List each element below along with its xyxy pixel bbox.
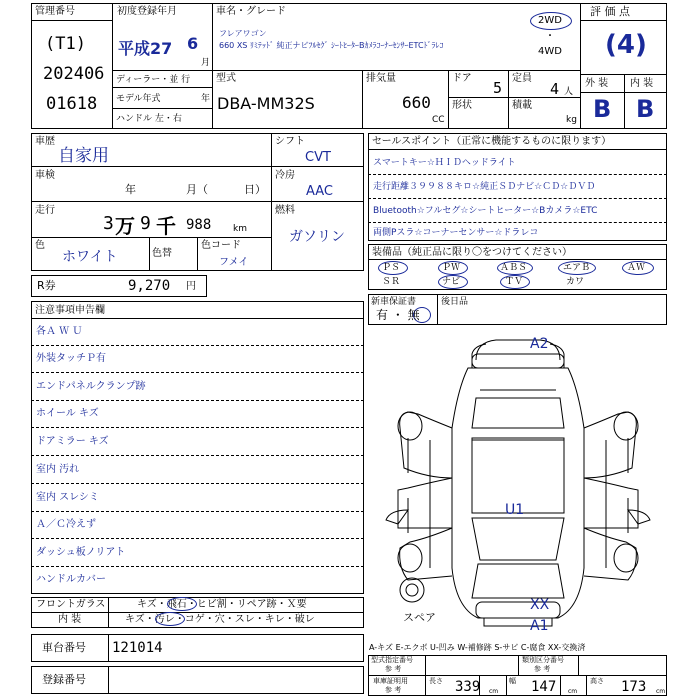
rken-unit: 円 — [186, 281, 196, 292]
shodo-month: 6 — [187, 34, 199, 53]
handle-label: ハンドル 左・右 — [116, 114, 182, 124]
damage-a2: A2 — [530, 336, 549, 352]
ruibetsu-sankou: 参 考 — [534, 665, 551, 673]
color-value: ホワイト — [62, 249, 118, 265]
sekisai-label: 積載 — [512, 100, 532, 111]
name-line2: 660 XS ﾘﾐﾃｯﾄﾞ 純正ナビﾌﾙｾｸﾞ ｼｰﾄﾋｰﾀｰBｶﾒﾗｺｰﾅｰｾﾝｻｰETCﾄﾞﾗﾚｺ — [219, 41, 444, 50]
kanri-num1: 202406 — [43, 64, 105, 84]
soubi-item: エアＢ — [563, 263, 591, 273]
front-glass-circle — [167, 597, 197, 611]
note-line: ハンドルカバー — [36, 574, 106, 585]
nenryo-value: ガソリン — [289, 229, 345, 245]
door-label: ドア — [452, 73, 472, 84]
haba-unit: cm — [568, 688, 578, 695]
note-line: 外装タッチＰ有 — [36, 353, 106, 364]
damage-legend: A-キズ E-エクボ U-凹み W-補修跡 S-サビ C-腐食 XX-交換済 — [369, 643, 586, 652]
shodo-era: 平成27 — [118, 39, 173, 58]
haba-value: 147 — [531, 679, 557, 695]
hyoka-value: (4) — [605, 30, 647, 60]
note-line: 室内 汚れ — [36, 464, 80, 475]
notes-title: 注意事項申告欄 — [35, 305, 105, 316]
katashiki-shitei-label: 型式指定番号 — [371, 656, 413, 664]
daiban-value: 121014 — [112, 640, 163, 656]
takasa-label: 高さ — [590, 677, 604, 685]
ruibetsu-label: 類別区分番号 — [522, 656, 564, 664]
shift-value: CVT — [305, 150, 331, 165]
name-line1: フレアワゴン — [219, 29, 267, 38]
sales-line: 走行距離３９９８８キロ☆純正ＳＤナビ☆ＣＤ☆ＤＶＤ — [373, 182, 596, 192]
soubi-item: ＴＶ — [505, 277, 524, 287]
nagasa-label: 長さ — [429, 677, 443, 685]
irokae-label: 色替 — [152, 248, 172, 259]
soubi-item: カワ — [566, 277, 585, 287]
rken-box — [31, 275, 207, 297]
kanri-num2: 01618 — [46, 94, 98, 114]
shaken-year: 年 — [125, 183, 136, 196]
reibou-label: 冷房 — [275, 170, 295, 181]
glass-naisou-value: キズ・汚レ・コゲ・穴・スレ・キレ・破レ — [125, 614, 315, 625]
front-glass-label: フロントガラス — [36, 599, 106, 610]
shomei-sankou: 参 考 — [385, 686, 402, 694]
note-line: エンドパネルクランプ跡 — [36, 381, 146, 392]
soubi-title: 装備品（純正品に限り〇をつけてください） — [372, 247, 572, 258]
teiin-value: 4 — [550, 80, 560, 98]
shomei-label: 車庫証明用 — [373, 677, 408, 685]
sekisai-unit: kg — [566, 115, 577, 125]
katashiki-shitei-sankou: 参 考 — [385, 665, 402, 673]
soubi-item: ナビ — [442, 277, 461, 287]
soko-unit-b: 千 — [156, 214, 176, 238]
shaken-month: 月（ — [186, 183, 208, 196]
teiin-label: 定員 — [512, 73, 532, 84]
kanri-label: 管理番号 — [35, 6, 75, 17]
keijo-label: 形状 — [452, 100, 472, 111]
dealer-label: ディーラー・並 行 — [116, 75, 191, 85]
haiki-unit: CC — [432, 115, 445, 125]
irocode-value: フメイ — [219, 257, 249, 268]
soubi-item: ＰＷ — [442, 263, 461, 273]
spare-tire-icon — [400, 578, 424, 602]
soko-value-c: 988 — [186, 217, 212, 233]
hyoka-label: 評 価 点 — [590, 5, 630, 18]
shareki-label: 車歴 — [35, 136, 55, 147]
nenryo-label: 燃料 — [275, 205, 295, 216]
name-label: 車名・グレード — [216, 6, 286, 17]
naisou-label: 内 装 — [630, 78, 654, 89]
drive-2wd: 2WD — [538, 15, 562, 26]
soubi-item: ＡＷ — [627, 263, 646, 273]
spare-label: スペア — [403, 611, 436, 624]
shaken-day: 日） — [244, 183, 266, 196]
note-line: ダッシュ板ノリアト — [36, 547, 126, 558]
damage-xx: XX — [530, 597, 550, 613]
haba-label: 幅 — [509, 677, 516, 685]
soubi-item: ＡＢＳ — [500, 263, 528, 273]
soko-value-a: 3 — [103, 213, 114, 234]
sales-line: Bluetooth☆フルセグ☆シートヒーター☆Bカメラ☆ETC — [373, 206, 598, 216]
glass-naisou-label: 内 装 — [58, 614, 82, 625]
note-line: 各Ａ Ｗ Ｕ — [36, 326, 83, 337]
hosho-value: 有 ・ 無 — [376, 308, 420, 322]
damage-u1: U1 — [505, 502, 525, 518]
color-label: 色 — [35, 240, 45, 251]
gaisou-value: B — [593, 95, 612, 123]
front-glass-value: キズ・飛石・ヒビ割・リペア跡・Ｘ要 — [137, 599, 307, 610]
note-line: Ａ／Ｃ冷えず — [36, 519, 96, 530]
damage-a1: A1 — [530, 618, 549, 634]
note-line: ドアミラー キズ — [36, 436, 109, 447]
model-year-label: モデル年式 — [116, 94, 161, 104]
car-diagram — [368, 328, 668, 640]
hosho-label2: 後日品 — [441, 297, 469, 307]
glass-naisou-circle — [155, 612, 185, 626]
reibou-value: AAC — [306, 184, 333, 199]
drive-4wd: 4WD — [538, 46, 562, 57]
sales-title: セールスポイント（正常に機能するものに限ります） — [372, 136, 612, 147]
shift-label: シフト — [275, 136, 305, 147]
teiin-unit: 人 — [564, 87, 574, 97]
note-line: ホイール キズ — [36, 408, 99, 419]
rken-label: R券 — [37, 279, 56, 292]
daiban-label: 車台番号 — [42, 641, 86, 654]
takasa-value: 173 — [621, 679, 647, 695]
haiki-label: 排気量 — [366, 73, 396, 84]
soko-unit-km: km — [233, 224, 247, 234]
nagasa-value: 339 — [455, 679, 481, 695]
shaken-label: 車検 — [35, 170, 55, 181]
katashiki-label: 型式 — [216, 73, 236, 84]
drive-dot: ・ — [545, 31, 555, 42]
gaisou-label: 外 装 — [585, 78, 609, 89]
soko-value-b: 9 — [140, 213, 151, 234]
soko-unit-a: 万 — [115, 214, 135, 238]
shodo-month-unit: 月 — [201, 58, 211, 68]
katashiki-value: DBA-MM32S — [217, 94, 315, 113]
sales-line: スマートキー☆ＨＩＤヘッドライト — [373, 158, 516, 168]
soubi-item: ＰＳ — [382, 263, 401, 273]
hosho-label1: 新車保証書 — [371, 297, 417, 307]
takasa-unit: cm — [656, 688, 666, 695]
door-value: 5 — [493, 79, 503, 97]
note-line: 室内 スレシミ — [36, 492, 99, 503]
nagasa-unit: cm — [489, 688, 499, 695]
naisou-value: B — [636, 95, 655, 123]
soko-label: 走行 — [35, 205, 55, 216]
kanri-t: (T1) — [45, 34, 86, 54]
shodo-label: 初度登録年月 — [117, 6, 177, 17]
model-year-unit: 年 — [201, 94, 211, 104]
sales-line: 両側Pスラ☆コーナーセンサー☆ドラレコ — [373, 228, 539, 238]
irocode-label: 色コード — [201, 240, 241, 251]
touroku-label: 登録番号 — [42, 673, 86, 686]
rken-value: 9,270 — [128, 278, 171, 294]
haiki-value: 660 — [402, 93, 431, 112]
shareki-value: 自家用 — [58, 146, 109, 166]
soubi-item: ＳＲ — [382, 277, 401, 287]
